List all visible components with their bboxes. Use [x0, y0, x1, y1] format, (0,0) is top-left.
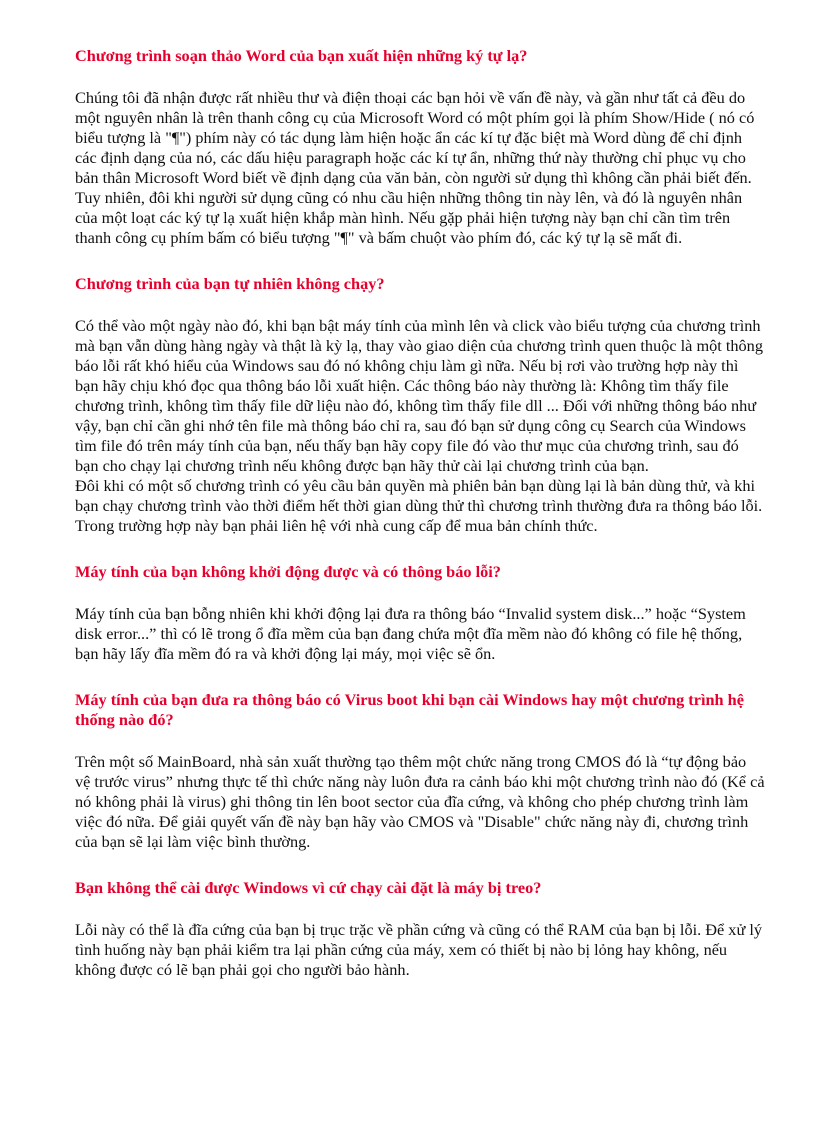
document-page: [75, 46, 765, 1006]
section-word-strange-characters: [75, 46, 765, 248]
section-heading: Máy tính của bạn không khởi động được và có thông báo lỗi?: [75, 562, 501, 581]
section-paragraph: Lỗi này có thể là đĩa cứng của bạn bị trục trặc về phần cứng và cũng có thể RAM của bạn bị lỗi. Để xử lý tình huống này bạn phải kiểm tra lại phần cứng của máy, xem có thiết bị nào bị lỏng hay không, nếu không được có lẽ bạn phải gọi cho người bảo hành.: [75, 920, 763, 979]
section-windows-install-freeze: [75, 878, 765, 980]
section-heading: Chương trình của bạn tự nhiên không chạy?: [75, 274, 385, 293]
section-paragraph: Máy tính của bạn bỗng nhiên khi khởi động lại đưa ra thông báo “Invalid system disk...” hoặc “System disk error...” thì có lẽ trong ổ đĩa mềm của bạn đang chứa một đĩa mềm nào đó không có file hệ thống, bạn hãy lấy đĩa mềm đó ra và khởi động lại máy, mọi việc sẽ ổn.: [75, 604, 746, 663]
section-paragraph: Đôi khi có một số chương trình có yêu cầu bản quyền mà phiên bản bạn dùng lại là bản dùng thử, và khi bạn chạy chương trình vào thời điểm hết thời gian dùng thử thì chương trình thường đưa ra thông báo lỗi. Trong trường hợp này bạn phải liên hệ với nhà cung cấp để mua bản chính thức.: [75, 476, 763, 535]
section-program-not-running: [75, 274, 765, 536]
section-paragraph: Có thể vào một ngày nào đó, khi bạn bật máy tính của mình lên và click vào biểu tượng của chương trình mà bạn vẫn dùng hàng ngày và thật là kỳ lạ, thay vào giao diện của chương trình quen thuộc là một thông báo lỗi rất khó hiểu của Windows sau đó nó không chịu làm gì nữa. Nếu bị rơi vào trường hợp này thì bạn hãy chịu khó đọc qua thông báo lỗi xuất hiện. Các thông báo này thường là: Không tìm thấy file chương trình, không tìm thấy file dữ liệu nào đó, không tìm thấy file dll ... Đối với những thông báo như vậy, bạn chỉ cần ghi nhớ tên file mà thông báo chỉ ra, sau đó bạn sử dụng công cụ Search của Windows tìm file đó trên máy tính của bạn, nếu thấy bạn hãy copy file đó vào thư mục của chương trình, sau đó bạn cho chạy lại chương trình nếu không được bạn hãy thử cài lại chương trình của bạn.: [75, 316, 763, 475]
section-paragraph: Trên một số MainBoard, nhà sản xuất thường tạo thêm một chức năng trong CMOS đó là “tự động bảo vệ trước virus” nhưng thực tế thì chức năng này luôn đưa ra cảnh báo khi một chương trình nào đó (Kể cả nó không phải là virus) ghi thông tin lên boot sector của đĩa cứng, và không cho phép chương trình làm việc đó nữa. Để giải quyết vấn đề này bạn hãy vào CMOS và "Disable" chức năng này đi, chương trình của bạn sẽ lại làm việc bình thường.: [75, 752, 765, 851]
section-virus-boot-warning: [75, 690, 765, 852]
section-boot-error: [75, 562, 765, 664]
section-heading: Bạn không thể cài được Windows vì cứ chạy cài đặt là máy bị treo?: [75, 878, 542, 897]
section-heading: Máy tính của bạn đưa ra thông báo có Virus boot khi bạn cài Windows hay một chương trình hệ thống nào đó?: [75, 690, 744, 729]
section-heading: Chương trình soạn thảo Word của bạn xuất hiện những ký tự lạ?: [75, 46, 528, 65]
section-paragraph: Chúng tôi đã nhận được rất nhiều thư và điện thoại các bạn hỏi về vấn đề này, và gần như tất cả đều do một nguyên nhân là trên thanh công cụ của Microsoft Word có một phím gọi là phím Show/Hide ( nó có biểu tượng là "¶") phím này có tác dụng làm hiện hoặc ẩn các kí tự đặc biệt mà Word dùng để chỉ định các định dạng của nó, các dấu hiệu paragraph hoặc các kí tự ẩn, những thứ này thường chỉ phục vụ cho bản thân Microsoft Word biết về định dạng của văn bản, còn người sử dụng thì không cần phải biết đến. Tuy nhiên, đôi khi người sử dụng cũng có nhu cầu hiện những thông tin này lên, và đó là nguyên nhân của một loạt các ký tự lạ xuất hiện khắp màn hình. Nếu gặp phải hiện tượng này bạn chỉ cần tìm trên thanh công cụ phím bấm có biểu tượng "¶" và bấm chuột vào phím đó, các ký tự lạ sẽ mất đi.: [75, 88, 755, 247]
